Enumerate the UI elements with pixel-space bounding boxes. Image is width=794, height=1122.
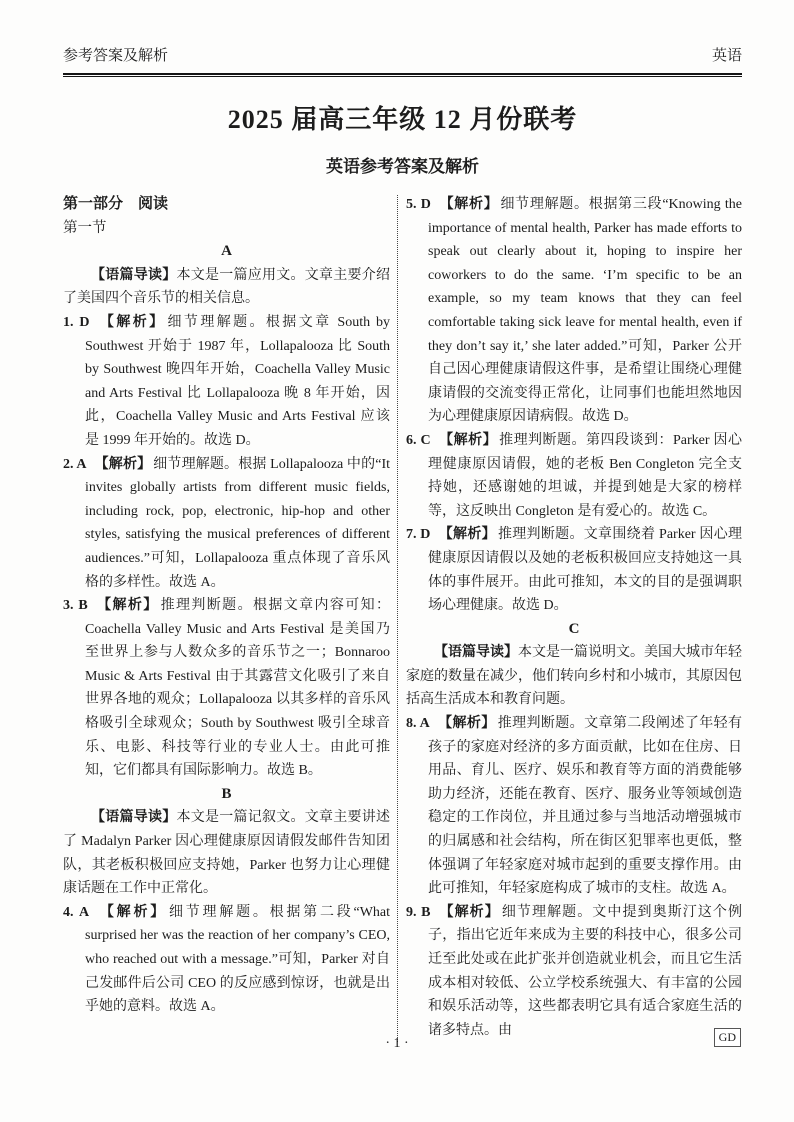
analysis-tag: 【解析】 xyxy=(438,197,499,212)
answers-subtitle: 英语参考答案及解析 xyxy=(326,157,479,176)
answer-number: 3. B xyxy=(63,598,88,614)
passage-intro-c-text: 本文是一篇说明文。美国大城市年轻家庭的数量在减少，他们转向乡村和小城市，其原因包括高生活成本和教育问题。 xyxy=(406,645,742,708)
answer-text: 细节理解题。根据 Lollapalooza 中的“It invites globally artists from different music fields, including rock, pop, electronic, hip-hop and other styles, satisfying the musical preferences of different audiences.”可知，Lollapalooza 重点体现了音乐风格的多样性。故选 A。 xyxy=(85,456,390,590)
answer-text: 细节理解题。根据第二段“What surprised her was the reaction of her company’s CEO, who reached out with a message.”可知，Parker 对自己发邮件后公司 CEO 的反应感到惊讶，也就是出乎她的意料。故选 A。 xyxy=(85,904,391,1015)
passage-letter-a: A xyxy=(221,243,232,260)
answer-text: 推理判断题。第四段谈到：Parker 因心理健康原因请假，她的老板 Ben Congleton 完全支持她，还感谢她的坦诚，并提到她是大家的榜样等，这反映出 Congleton 是有爱心的。故选 C。 xyxy=(428,432,742,519)
analysis-tag: 【解析】 xyxy=(438,904,500,920)
answer-text: 推理判断题。文章第二段阐述了年轻有孩子的家庭对经济的多方面贡献，比如在住房、日用品、育儿、医疗、娱乐和教育等方面的消费能够助力经济，还能在教育、医疗、服务业等领域创造稳定的工作岗位，并且通过参与当地活动增强城市的归属感和社会结构，所在街区犯罪率也更低，整体强调了年轻家庭对城市起到的重要支撑作用。由此可推知，年轻家庭构成了城市的支柱。故选 A。 xyxy=(428,716,742,897)
answer-number: 4. A xyxy=(63,904,90,920)
exam-title: 2025 届高三年级 12 月份联考 xyxy=(227,105,578,134)
column-divider xyxy=(397,195,398,1042)
answer-number: 8. A xyxy=(406,716,430,732)
right-column xyxy=(406,193,742,1042)
analysis-tag: 【解析】 xyxy=(97,314,166,330)
section-heading: 第一节 xyxy=(63,219,107,236)
passage-letter-c: C xyxy=(568,620,580,637)
answer-item-9 xyxy=(406,901,742,1043)
running-head-right: 英语 xyxy=(711,48,742,64)
header-double-rule xyxy=(63,73,742,77)
answer-number: 5. D xyxy=(406,197,431,212)
passage-intro-a xyxy=(63,264,390,311)
answer-item-4 xyxy=(63,901,390,1019)
intro-tag: 【语篇导读】 xyxy=(91,267,177,283)
answer-number: 2. A xyxy=(63,456,87,472)
answer-number: 9. B xyxy=(406,904,431,920)
analysis-tag: 【解析】 xyxy=(438,527,496,543)
passage-intro-b-text: 本文是一篇记叙文。文章主要讲述了 Madalyn Parker 因心理健康原因请假发邮件告知团队，其老板积极回应支持她，Parker 也努力让心理健康话题在工作中正常化。 xyxy=(63,810,390,897)
passage-intro-a-text: 本文是一篇应用文。文章主要介绍了美国四个音乐节的相关信息。 xyxy=(63,267,390,307)
answer-item-2 xyxy=(63,453,390,595)
answer-text: 细节理解题。根据文章 South by Southwest 开始于 1987 年，Lollapalooza 比 South by Southwest 晚四年开始，Coachella Valley Music and Arts Festival 比 Lollapalooza 晚 8 年开始，因此，Coachella Valley Music and Arts Festival 应该是 1999 年开始的。故选 D。 xyxy=(85,314,390,448)
running-head-left: 参考答案及解析 xyxy=(63,48,169,64)
answer-number: 1. D xyxy=(63,314,90,330)
answer-item-8 xyxy=(406,712,742,901)
analysis-tag: 【解析】 xyxy=(438,432,498,448)
answer-number: 7. D xyxy=(406,527,431,543)
answer-text: 推理判断题。文章围绕着 Parker 因心理健康原因请假以及她的老板积极回应支持她这一具体的事件展开。由此可推知，本文的目的是强调职场心理健康。故选 D。 xyxy=(428,527,742,614)
answer-text: 细节理解题。根据第三段“Knowing the importance of mental health, Parker has made efforts to speak out clearly about it, hoping to inspire her coworkers to do the same. ‘I’m specific to be an example, so my team knows that they can feel comfortable taking sick leave for mental health, even if they don’t say it,’ she later added.”可知，Parker 公开自己因心理健康请假这件事，是希望让围绕心理健康请假的交流变得正常化，让同事们也能坦然地因为心理健康原因请病假。故选 D。 xyxy=(428,197,742,425)
passage-intro-b xyxy=(63,806,390,900)
answer-item-7 xyxy=(406,523,742,617)
two-column-body xyxy=(63,193,742,1042)
part-heading: 第一部分 阅读 xyxy=(63,196,169,212)
passage-letter-b: B xyxy=(221,785,232,802)
answer-item-5 xyxy=(406,193,742,429)
answer-text: 推理判断题。根据文章内容可知：Coachella Valley Music and Arts Festival 是美国乃至世界上参与人数众多的音乐节之一；Bonnaroo Music & Arts Festival 由于其露营文化吸引了来自世界各地的观众；Lollapalooza 以其多样的音乐风格吸引全球观众；South by Southwest 吸引全球音乐、电影、科技等行业的专业人士。由此可推知，它们都具有国际影响力。故选 B。 xyxy=(85,598,391,779)
left-column xyxy=(63,193,390,1042)
answer-number: 6. C xyxy=(406,432,431,448)
analysis-tag: 【解析】 xyxy=(97,904,167,920)
answer-item-1 xyxy=(63,311,390,453)
analysis-tag: 【解析】 xyxy=(437,716,496,732)
page-number: · 1 · xyxy=(385,1036,409,1051)
passage-intro-c xyxy=(406,641,742,712)
answer-item-3 xyxy=(63,594,390,783)
answer-item-6 xyxy=(406,429,742,523)
intro-tag: 【语篇导读】 xyxy=(434,645,518,661)
running-head xyxy=(63,44,742,65)
intro-tag: 【语篇导读】 xyxy=(91,810,177,826)
analysis-tag: 【解析】 xyxy=(94,456,152,472)
answer-text: 细节理解题。文中提到奥斯汀这个例子，指出它近年来成为主要的科技中心，很多公司迁至此处或在此扩张并创造就业机会，而且它生活成本相对较低、公立学校系统强大、有丰富的公园和娱乐活动等，这些都表明它具有适合家庭生活的诸多特点。由 xyxy=(428,904,743,1038)
paper-code-badge: GD xyxy=(714,1028,741,1047)
analysis-tag: 【解析】 xyxy=(95,598,159,614)
